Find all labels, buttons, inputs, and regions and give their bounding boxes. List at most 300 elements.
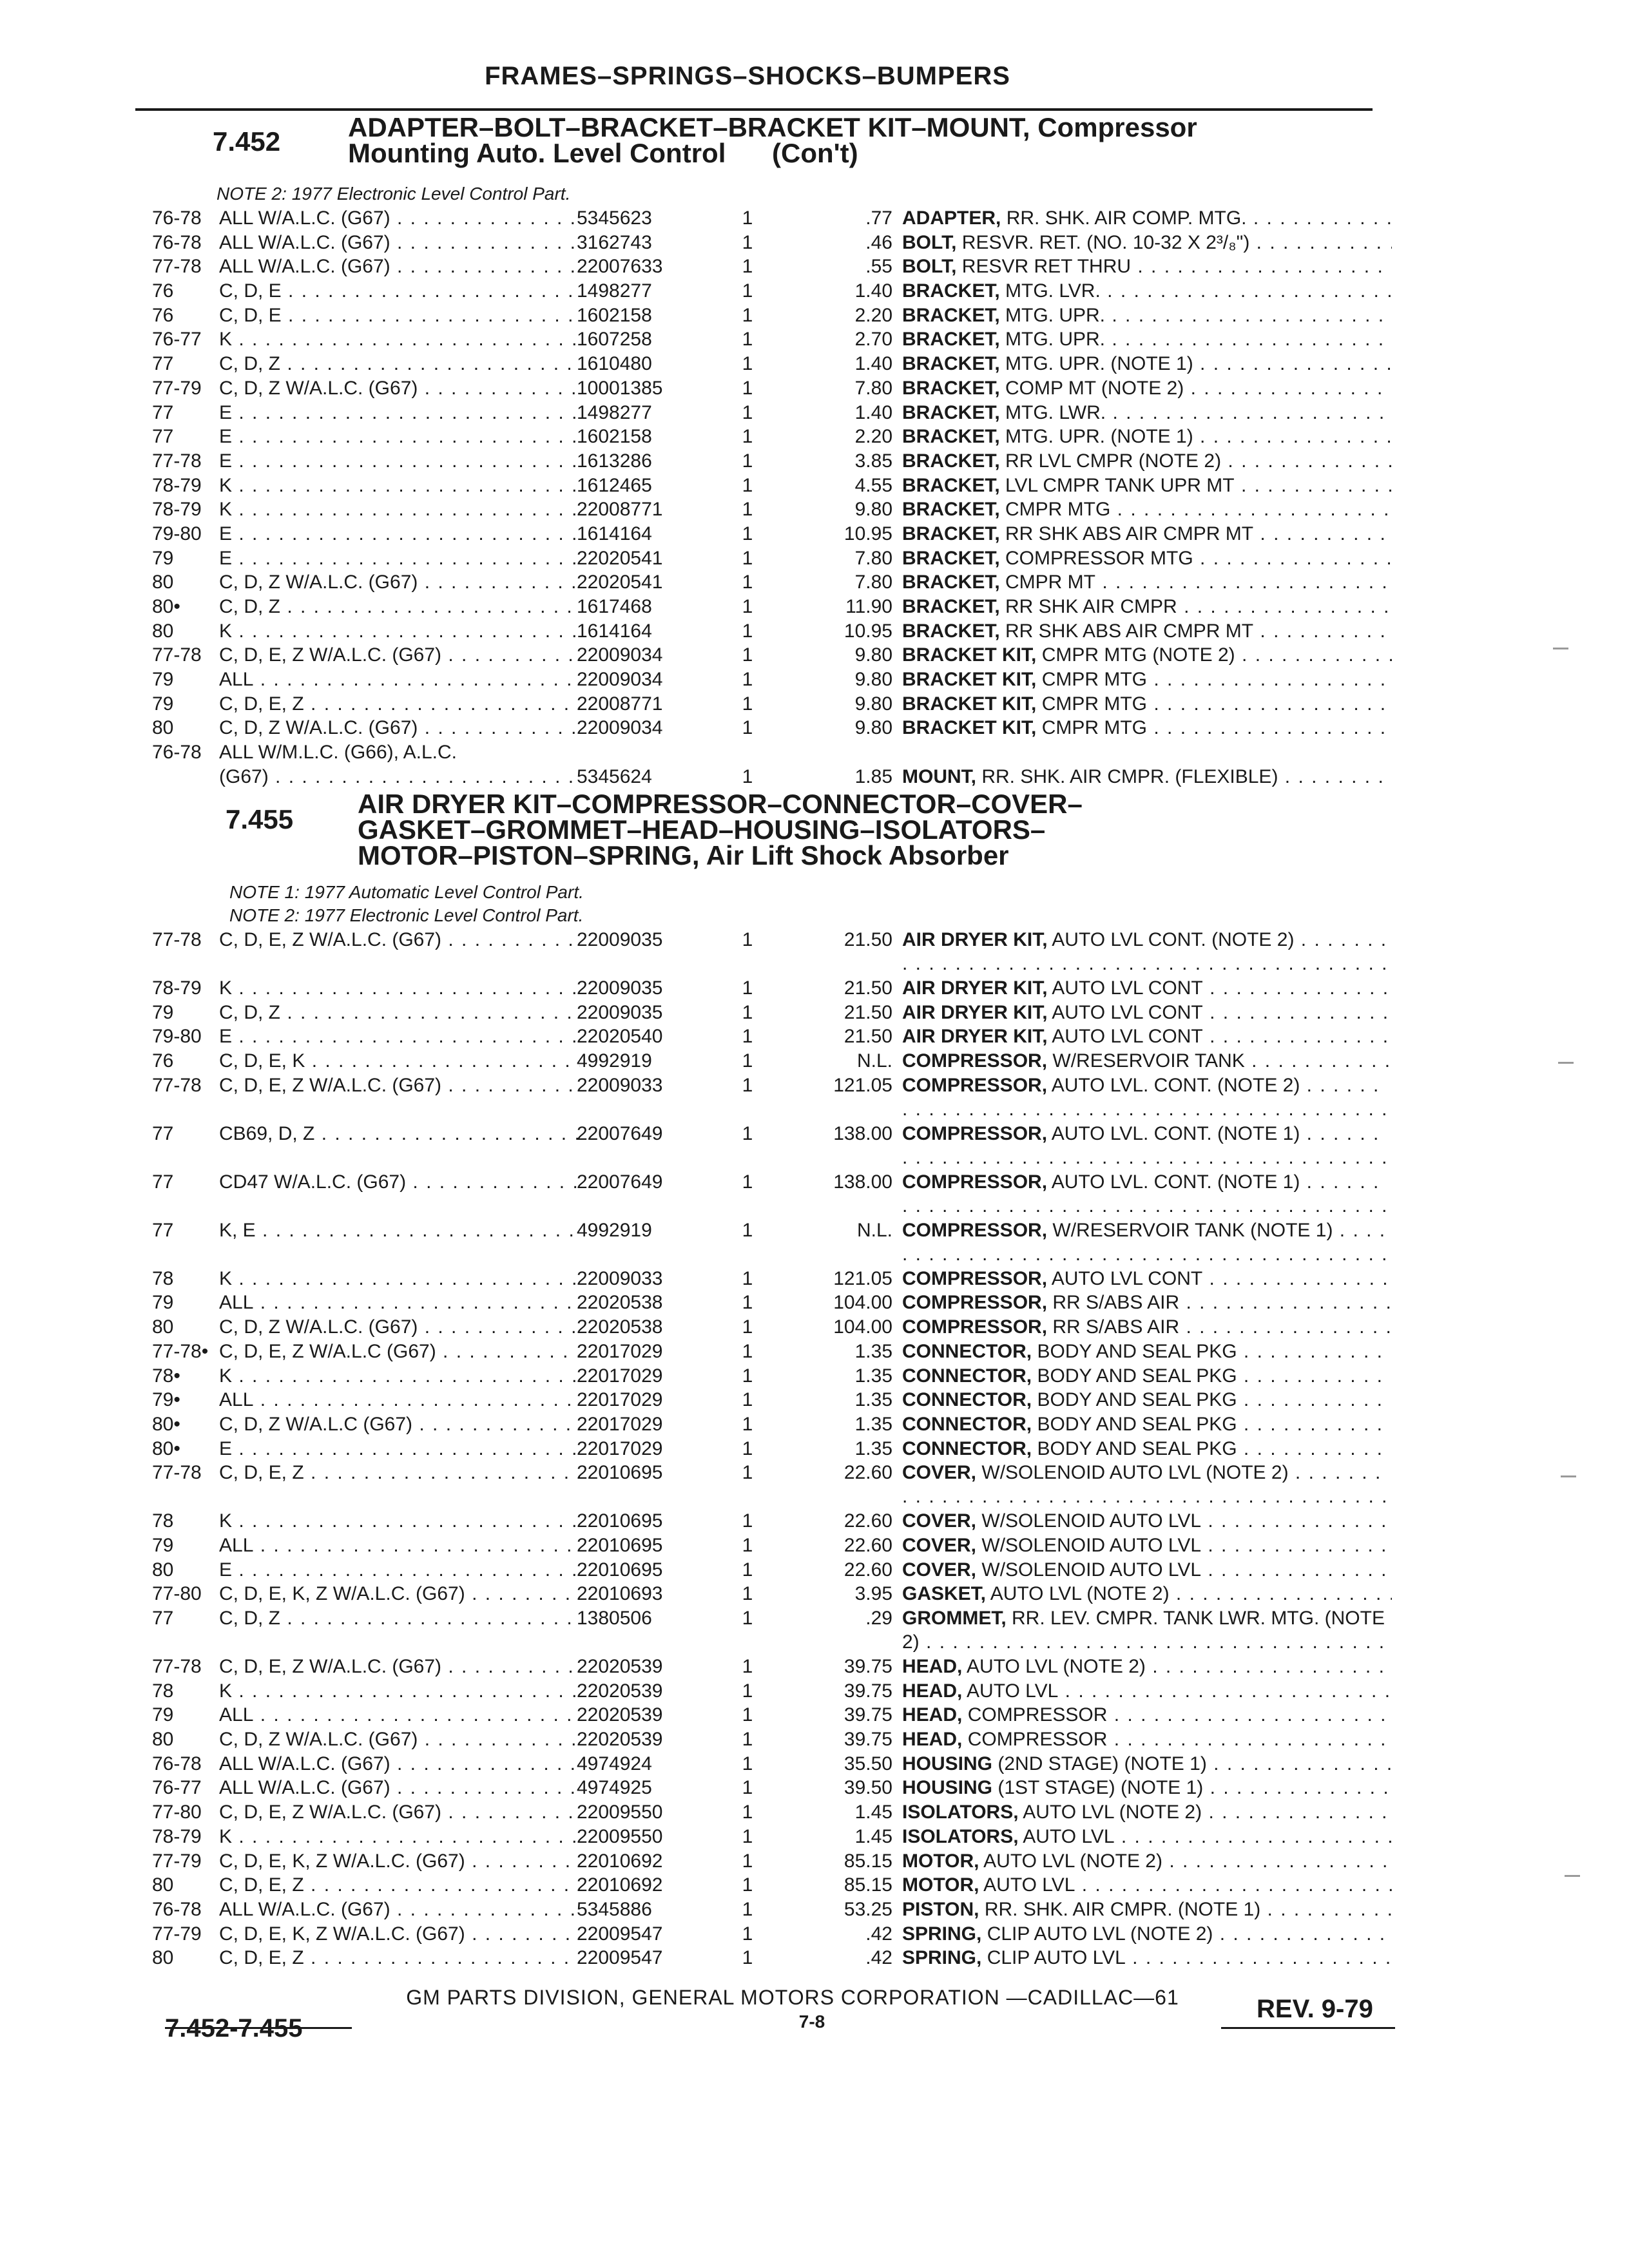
- section-continued: (Con't): [772, 138, 858, 168]
- part-number-cell-text: 22009033: [577, 1074, 663, 1096]
- year-cell-text: 77-80: [152, 1583, 202, 1605]
- model-cell-text: C, D, E, Z W/A.L.C. (G67): [219, 644, 442, 666]
- price-cell: [776, 1898, 892, 1921]
- price-cell: [776, 692, 892, 716]
- year-cell-text: 78-79: [152, 977, 202, 999]
- description-cell: [902, 1752, 1392, 1776]
- model-cell-text: E: [219, 547, 233, 569]
- model-cell-text: K: [219, 977, 233, 999]
- model-cell: [219, 643, 580, 667]
- part-description: LVL CMPR TANK UPR MT: [1005, 474, 1235, 496]
- year-cell: [152, 1898, 223, 1921]
- description-cell: [902, 716, 1392, 740]
- year-cell-text: 76: [152, 304, 174, 326]
- year-cell-text: 79: [152, 1534, 174, 1556]
- price-cell: [776, 619, 892, 643]
- model-cell: [219, 1218, 580, 1242]
- part-number-cell-text: 22009547: [577, 1923, 663, 1945]
- quantity-cell: [735, 327, 760, 351]
- price-cell: [776, 668, 892, 691]
- table-row: [0, 497, 1629, 522]
- part-number-cell-text: 3162743: [577, 231, 652, 253]
- year-cell: [152, 1170, 223, 1194]
- price-cell-text: 85.15: [843, 1874, 892, 1896]
- quantity-cell-text: 1: [742, 572, 753, 593]
- price-cell-text: 21.50: [843, 929, 892, 950]
- part-number-cell: [577, 1849, 712, 1873]
- year-cell: [152, 1946, 223, 1970]
- section-title-line3: MOTOR–PISTON–SPRING,: [358, 840, 700, 870]
- part-number-cell: [577, 1582, 712, 1606]
- part-name: HEAD,: [902, 1704, 963, 1726]
- year-cell: [152, 1437, 223, 1461]
- description-cell: [902, 1049, 1392, 1073]
- year-cell-text: 76-78: [152, 207, 202, 229]
- model-cell-text: ALL: [219, 669, 254, 691]
- part-number-cell-text: 22020538: [577, 1292, 663, 1314]
- part-name: HOUSING: [902, 1777, 993, 1799]
- model-cell-text: K: [219, 620, 233, 642]
- year-cell: [152, 1752, 223, 1776]
- year-cell: [152, 1776, 223, 1800]
- part-number-cell: [577, 1073, 712, 1097]
- year-cell-text: 77: [152, 1608, 174, 1629]
- part-name: MOTOR,: [902, 1850, 979, 1872]
- quantity-cell: [735, 1218, 760, 1242]
- quantity-cell-text: 1: [742, 1898, 753, 1920]
- quantity-cell-text: 1: [742, 1802, 753, 1823]
- model-cell: [219, 1849, 580, 1873]
- description-cell: [902, 1898, 1392, 1921]
- year-cell-text: 77-79: [152, 377, 202, 399]
- model-cell: [219, 327, 580, 351]
- part-number-cell-text: 22020540: [577, 1026, 663, 1048]
- year-cell-text: 80: [152, 572, 174, 593]
- model-cell: [219, 1001, 580, 1024]
- model-cell-text: C, D, Z: [219, 353, 280, 375]
- part-name: BRACKET,: [902, 450, 1000, 472]
- price-cell: [776, 401, 892, 425]
- quantity-cell: [735, 206, 760, 230]
- description-cell: [902, 1558, 1392, 1582]
- description-cell: [902, 1412, 1392, 1436]
- description-cell: [902, 376, 1392, 400]
- description-cell: [902, 1461, 1392, 1509]
- table-row: [0, 716, 1629, 740]
- description-cell: [902, 1582, 1392, 1606]
- quantity-cell: [735, 1849, 760, 1873]
- model-cell-text: C, D, Z: [219, 1608, 280, 1629]
- quantity-cell: [735, 352, 760, 376]
- quantity-cell-text: 1: [742, 426, 753, 448]
- quantity-cell: [735, 1703, 760, 1727]
- model-cell-text: K: [219, 1680, 233, 1702]
- model-cell: [219, 1461, 580, 1485]
- price-cell: [776, 1412, 892, 1436]
- table-row: [0, 1946, 1629, 1970]
- part-number-cell: [577, 1873, 712, 1897]
- price-cell-text: 11.90: [845, 596, 892, 617]
- part-description: MTG. UPR. (NOTE 1): [1005, 353, 1193, 375]
- model-cell: [219, 1582, 580, 1606]
- year-cell-text: 77-79: [152, 1923, 202, 1945]
- scan-edge-mark: [1565, 1875, 1580, 1877]
- quantity-cell: [735, 303, 760, 327]
- footer-corporation: GM PARTS DIVISION, GENERAL MOTORS CORPORATION —CADILLAC—61: [406, 1986, 1179, 2009]
- quantity-cell: [735, 1340, 760, 1363]
- price-cell: [776, 497, 892, 521]
- price-cell: [776, 1558, 892, 1582]
- part-name: BRACKET,: [902, 547, 1000, 569]
- model-cell-text: C, D, E, Z: [219, 1462, 304, 1484]
- year-cell-text: 78-79: [152, 1825, 202, 1847]
- description-cell: [902, 522, 1392, 546]
- quantity-cell: [735, 546, 760, 570]
- price-cell: [776, 765, 892, 789]
- quantity-cell: [735, 1267, 760, 1291]
- price-cell: [776, 1727, 892, 1751]
- part-number-cell: [577, 1752, 712, 1776]
- price-cell-text: 2.20: [854, 304, 892, 326]
- model-cell: [219, 1340, 580, 1363]
- model-cell: [219, 976, 580, 1000]
- price-cell: [776, 643, 892, 667]
- part-number-cell-text: 22020539: [577, 1729, 663, 1751]
- part-name: ISOLATORS,: [902, 1802, 1019, 1823]
- description-cell: [902, 1073, 1392, 1122]
- part-name: BRACKET,: [902, 620, 1000, 642]
- quantity-cell: [735, 1461, 760, 1485]
- quantity-cell-text: 1: [742, 1510, 753, 1532]
- table-row: [0, 1558, 1629, 1582]
- model-cell: [219, 740, 580, 764]
- page-header-title: FRAMES–SPRINGS–SHOCKS–BUMPERS: [485, 62, 1010, 90]
- price-cell-text: 138.00: [833, 1122, 892, 1144]
- part-number-cell-text: 22010693: [577, 1583, 663, 1605]
- description-cell: [902, 1388, 1392, 1412]
- part-number-cell-text: 22009035: [577, 1001, 663, 1023]
- section-title-main: AIR DRYER KIT–COMPRESSOR–CONNECTOR–COVER–: [358, 789, 1083, 819]
- part-description: COMPRESSOR: [967, 1729, 1108, 1751]
- year-cell-text: 77-79: [152, 1850, 202, 1872]
- model-cell-text: C, D, Z W/A.L.C. (G67): [219, 1316, 418, 1338]
- model-cell: [219, 497, 580, 521]
- part-number-cell-text: 22009550: [577, 1802, 663, 1823]
- model-cell-text: E: [219, 523, 233, 544]
- scan-edge-mark: [1561, 1475, 1576, 1477]
- table-row: [0, 1849, 1629, 1874]
- price-cell-text: 39.50: [843, 1777, 892, 1799]
- year-cell: [152, 668, 223, 691]
- quantity-cell-text: 1: [742, 353, 753, 375]
- year-cell-text: 78: [152, 1510, 174, 1532]
- model-cell: [219, 1412, 580, 1436]
- year-cell-text: 77-78•: [152, 1340, 209, 1362]
- description-cell: [902, 1655, 1392, 1678]
- year-cell: [152, 1291, 223, 1314]
- quantity-cell-text: 1: [742, 620, 753, 642]
- header-rule: [135, 108, 1373, 111]
- description-cell: [902, 1606, 1392, 1655]
- description-cell: [902, 668, 1392, 691]
- part-number-cell-text: 22017029: [577, 1340, 663, 1362]
- quantity-cell: [735, 1606, 760, 1630]
- table-row: [0, 303, 1629, 328]
- year-cell-text: 76-77: [152, 329, 202, 351]
- model-cell: [219, 1752, 580, 1776]
- quantity-cell-text: 1: [742, 929, 753, 950]
- table-row: [0, 1655, 1629, 1679]
- quantity-cell-text: 1: [742, 207, 753, 229]
- quantity-cell-text: 1: [742, 1729, 753, 1751]
- table-row: [0, 546, 1629, 571]
- quantity-cell: [735, 522, 760, 546]
- part-number-cell: [577, 449, 712, 473]
- quantity-cell-text: 1: [742, 1219, 753, 1241]
- quantity-cell-text: 1: [742, 977, 753, 999]
- part-number-cell-text: 22009035: [577, 929, 663, 950]
- part-number-cell: [577, 1340, 712, 1363]
- price-cell-text: 4.55: [854, 474, 892, 496]
- price-cell: [776, 1946, 892, 1970]
- part-name: BRACKET,: [902, 304, 1000, 326]
- year-cell: [152, 401, 223, 425]
- description-cell: [902, 206, 1392, 230]
- quantity-cell-text: 1: [742, 1292, 753, 1314]
- price-cell-text: N.L.: [856, 1219, 892, 1241]
- price-cell-text: 9.80: [854, 644, 892, 666]
- quantity-cell-text: 1: [742, 1874, 753, 1896]
- description-cell: [902, 1024, 1392, 1048]
- price-cell-text: 1.35: [854, 1340, 892, 1362]
- price-cell: [776, 1679, 892, 1703]
- section-subtitle: Air Lift Shock Absorber: [706, 840, 1009, 870]
- part-name: GASKET,: [902, 1583, 987, 1605]
- description-cell: [902, 1776, 1392, 1800]
- year-cell: [152, 522, 223, 546]
- year-cell: [152, 928, 223, 952]
- year-cell-text: 77-78: [152, 256, 202, 278]
- model-cell: [219, 1267, 580, 1291]
- model-cell: [219, 376, 580, 400]
- table-row: [0, 1001, 1629, 1025]
- price-cell: [776, 279, 892, 303]
- price-cell-text: 3.95: [854, 1583, 892, 1605]
- price-cell-text: 22.60: [843, 1462, 892, 1484]
- year-cell-text: 76: [152, 280, 174, 302]
- part-description: AUTO LVL (NOTE 2): [967, 1656, 1146, 1677]
- description-cell: [902, 1170, 1392, 1218]
- year-cell: [152, 1267, 223, 1291]
- model-cell-text: C, D, Z W/A.L.C. (G67): [219, 572, 418, 593]
- quantity-cell-text: 1: [742, 256, 753, 278]
- part-number-cell: [577, 497, 712, 521]
- quantity-cell-text: 1: [742, 1947, 753, 1969]
- quantity-cell-text: 1: [742, 329, 753, 351]
- quantity-cell: [735, 1122, 760, 1146]
- part-name: BRACKET KIT,: [902, 644, 1037, 666]
- part-description: (1ST STAGE) (NOTE 1): [998, 1777, 1204, 1799]
- part-name: BRACKET KIT,: [902, 693, 1037, 715]
- part-description: AUTO LVL (NOTE 2): [990, 1583, 1170, 1605]
- year-cell-text: 77: [152, 426, 174, 448]
- table-row: [0, 643, 1629, 668]
- model-cell-text: C, D, Z W/A.L.C. (G67): [219, 377, 418, 399]
- model-cell: [219, 303, 580, 327]
- quantity-cell-text: 1: [742, 1656, 753, 1677]
- price-cell: [776, 1825, 892, 1849]
- model-cell: [219, 231, 580, 255]
- quantity-cell: [735, 1533, 760, 1557]
- part-name: COMPRESSOR,: [902, 1171, 1048, 1193]
- model-cell: [219, 1024, 580, 1048]
- price-cell-text: 22.60: [843, 1510, 892, 1532]
- model-cell-text: K: [219, 474, 233, 496]
- description-cell: [902, 1703, 1392, 1727]
- table-row: [0, 1364, 1629, 1389]
- part-number-cell-text: 22010695: [577, 1559, 663, 1581]
- part-number-cell-text: 22020541: [577, 572, 663, 593]
- table-row: [0, 206, 1629, 231]
- model-cell: [219, 1291, 580, 1314]
- model-cell-text: E: [219, 401, 233, 423]
- part-name: COMPRESSOR,: [902, 1074, 1048, 1096]
- part-description: BODY AND SEAL PKG: [1037, 1365, 1237, 1387]
- price-cell-text: 10.95: [843, 620, 892, 642]
- quantity-cell-text: 1: [742, 1171, 753, 1193]
- part-description: CMPR MTG: [1005, 499, 1111, 521]
- quantity-cell: [735, 255, 760, 278]
- model-cell-text: C, D, Z: [219, 596, 280, 617]
- model-cell-text: C, D, E, Z: [219, 693, 304, 715]
- part-number-cell-text: 1607258: [577, 329, 652, 351]
- year-cell: [152, 1315, 223, 1339]
- price-cell-text: 138.00: [833, 1171, 892, 1193]
- description-cell: [902, 474, 1392, 497]
- year-cell-text: 77-78: [152, 450, 202, 472]
- model-cell: [219, 1073, 580, 1097]
- quantity-cell: [735, 1776, 760, 1800]
- quantity-cell: [735, 1437, 760, 1461]
- part-number-cell-text: 22020541: [577, 547, 663, 569]
- part-name: CONNECTOR,: [902, 1413, 1032, 1435]
- description-cell: [902, 976, 1392, 1000]
- part-number-cell: [577, 1388, 712, 1412]
- model-cell-text: ALL: [219, 1389, 254, 1411]
- part-description: RESVR RET THRU: [961, 256, 1132, 278]
- part-description: W/SOLENOID AUTO LVL: [981, 1559, 1202, 1581]
- year-cell-text: 80•: [152, 1413, 180, 1435]
- year-cell-text: 80: [152, 1874, 174, 1896]
- year-cell-text: 76-78: [152, 1898, 202, 1920]
- quantity-cell-text: 1: [742, 1680, 753, 1702]
- table-row: [0, 425, 1629, 449]
- price-cell: [776, 928, 892, 952]
- year-cell: [152, 1849, 223, 1873]
- description-cell: [902, 497, 1392, 521]
- model-cell-text: ALL W/A.L.C. (G67): [219, 1753, 390, 1774]
- year-cell: [152, 1388, 223, 1412]
- price-cell-text: 1.35: [854, 1437, 892, 1459]
- quantity-cell: [735, 976, 760, 1000]
- year-cell-text: 80: [152, 1559, 174, 1581]
- quantity-cell-text: 1: [742, 1437, 753, 1459]
- year-cell-text: 77: [152, 1122, 174, 1144]
- price-cell: [776, 1606, 892, 1630]
- part-description: AUTO LVL (NOTE 2): [983, 1850, 1162, 1872]
- part-number-cell-text: 22009033: [577, 1267, 663, 1289]
- price-cell: [776, 522, 892, 546]
- year-cell: [152, 740, 223, 764]
- model-cell-text: C, D, E, Z W/A.L.C. (G67): [219, 1802, 442, 1823]
- part-number-cell-text: 1612465: [577, 474, 652, 496]
- year-cell-text: 80: [152, 620, 174, 642]
- part-description: MTG. LVR.: [1005, 280, 1101, 302]
- part-name: GROMMET,: [902, 1608, 1007, 1629]
- year-cell: [152, 1606, 223, 1630]
- model-cell: [219, 255, 580, 278]
- price-cell-text: 1.40: [854, 353, 892, 375]
- price-cell-text: 22.60: [843, 1559, 892, 1581]
- price-cell: [776, 1122, 892, 1146]
- table-row: [0, 231, 1629, 255]
- section-title-main: ADAPTER–BOLT–BRACKET–BRACKET KIT–MOUNT,: [348, 112, 1030, 142]
- part-number-cell-text: 22010695: [577, 1510, 663, 1532]
- price-cell-text: 1.40: [854, 401, 892, 423]
- description-cell: [902, 1825, 1392, 1849]
- part-description: RR. SHK. AIR CMPR. (NOTE 1): [984, 1898, 1261, 1920]
- part-number-cell-text: 22017029: [577, 1365, 663, 1387]
- model-cell-text: K, E: [219, 1219, 256, 1241]
- description-cell: [902, 1437, 1392, 1461]
- description-cell: [902, 1873, 1392, 1897]
- table-row: [0, 255, 1629, 279]
- part-name: CONNECTOR,: [902, 1437, 1032, 1459]
- part-number-cell: [577, 765, 712, 789]
- year-cell-text: 79: [152, 1001, 174, 1023]
- year-cell-text: 80•: [152, 596, 180, 617]
- part-number-cell: [577, 474, 712, 497]
- part-number-cell: [577, 279, 712, 303]
- table-row: [0, 692, 1629, 716]
- part-description: MTG. UPR. (NOTE 1): [1005, 426, 1193, 448]
- table-row: [0, 1922, 1629, 1946]
- part-number-cell-text: 1610480: [577, 353, 652, 375]
- quantity-cell-text: 1: [742, 1850, 753, 1872]
- part-number-cell: [577, 716, 712, 740]
- part-number-cell-text: 22017029: [577, 1437, 663, 1459]
- year-cell: [152, 619, 223, 643]
- model-cell-text: ALL W/A.L.C. (G67): [219, 231, 390, 253]
- model-cell: [219, 522, 580, 546]
- price-cell-text: 1.35: [854, 1413, 892, 1435]
- table-row: [0, 1752, 1629, 1776]
- part-number-cell-text: 22009550: [577, 1825, 663, 1847]
- part-number-cell: [577, 401, 712, 425]
- part-number-cell-text: 22007649: [577, 1122, 663, 1144]
- model-cell-text: C, D, E, Z W/A.L.C (G67): [219, 1340, 436, 1362]
- price-cell: [776, 449, 892, 473]
- quantity-cell-text: 1: [742, 304, 753, 326]
- part-number-cell-text: 22009034: [577, 644, 663, 666]
- model-cell-text: E: [219, 1026, 233, 1048]
- price-cell-text: 1.45: [854, 1802, 892, 1823]
- model-cell: [219, 1122, 580, 1146]
- part-number-cell: [577, 1946, 712, 1970]
- part-number-cell-text: 1380506: [577, 1608, 652, 1629]
- description-cell: [902, 546, 1392, 570]
- description-cell: [902, 231, 1392, 255]
